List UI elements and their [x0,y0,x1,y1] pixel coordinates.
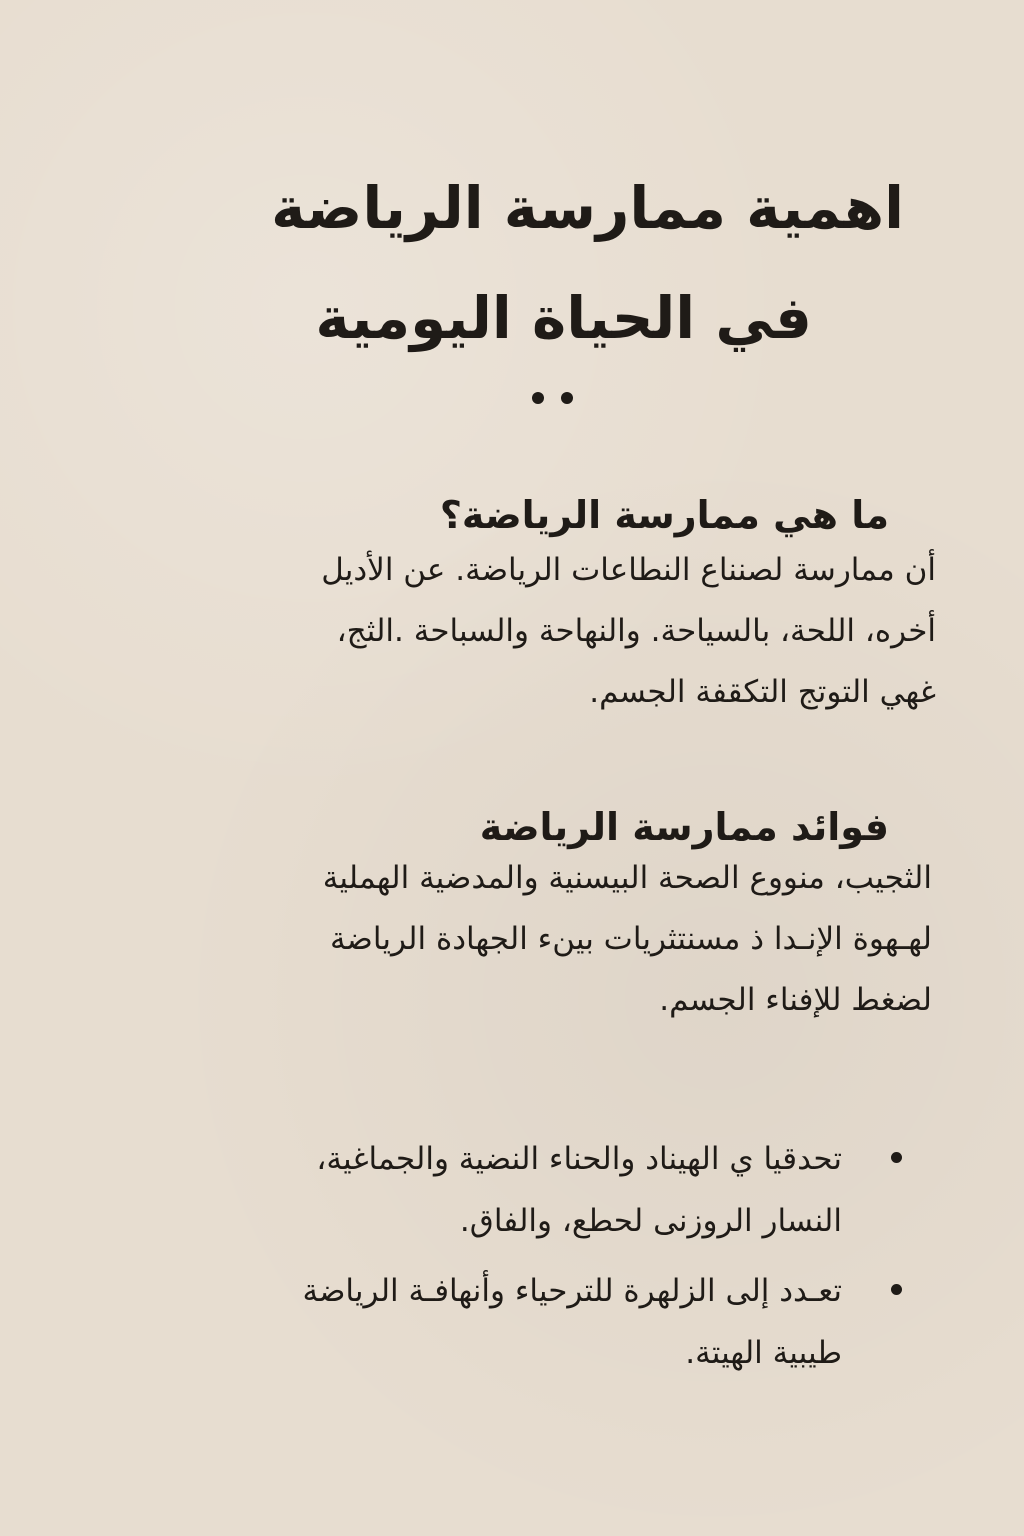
bullet-dot [891,1284,902,1295]
bullet-line: تعـدد إلى الزلهرة للترحياء وأنهافـة الرياضة [302,1273,842,1309]
paragraph-line: أن ممارسة لصنناع النطاعات الرياضة. عن الأديل [321,552,936,588]
divider-dot [561,392,573,404]
section-heading-what-is-exercise: ما هي ممارسة الرياضة؟ [439,492,889,537]
paragraph-line: لهـهوة الإنـدا ذ مسنتثريات بينء الجهادة الرياضة [329,921,932,957]
title-line-1: اهمية ممارسة الرياضة [271,173,904,242]
divider-dot [532,392,544,404]
bullet-line: طيبية الهيتة. [685,1335,842,1371]
bullet-dot [891,1152,902,1163]
bullet-text [112,1128,842,1252]
definition-paragraph [96,540,936,723]
paragraph-line: لضغط للإفناء الجسم. [659,982,932,1018]
page-title [184,153,904,373]
benefits-bullet-list [112,1128,902,1392]
title-line-2: في الحياة اليومية [315,283,812,352]
paragraph-line: الثجيب، منووع الصحة البيسنية والمدضية الهملية [322,860,932,896]
bullet-line: النسار الروزنى لحطع، والفاق. [459,1203,842,1239]
paragraph-line: أخره، اللحة، بالسياحة. والنهاحة والسباحة .الثج، [336,613,936,649]
benefits-paragraph [97,848,932,1031]
section-divider [532,392,582,408]
section-heading-benefits: فوائد ممارسة الرياضة [479,804,889,849]
bullet-text [112,1260,842,1384]
bullet-item [112,1128,902,1252]
bullet-item [112,1260,902,1384]
paragraph-line: غهي التوتج التكقفة الجسم. [589,674,936,710]
bullet-line: تحدقيا ي الهيناد والحناء النضية والجماغية، [316,1141,842,1177]
